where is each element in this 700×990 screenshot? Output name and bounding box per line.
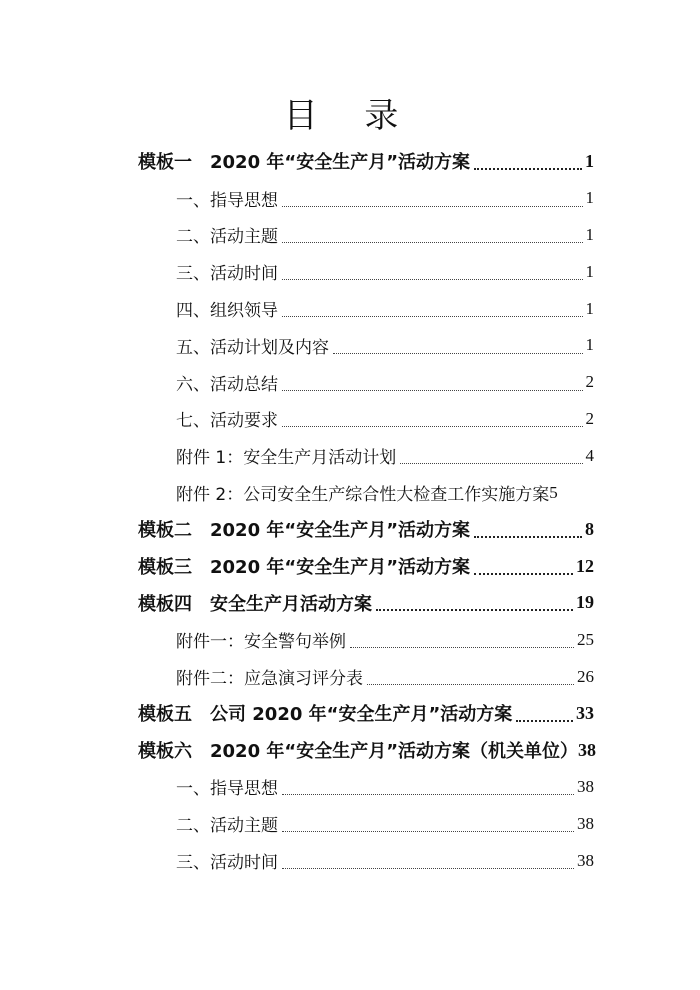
toc-entry-title: 附件二：应急演习评分表 (176, 669, 363, 690)
toc-page-number: 5 (549, 482, 558, 502)
toc-dot-leader (282, 867, 574, 869)
toc-entry-section[interactable] (0, 437, 700, 474)
toc-entry-chapter[interactable] (0, 511, 700, 548)
toc-page-number: 8 (585, 518, 594, 539)
toc-page-number: 38 (577, 813, 594, 833)
toc-page-number: 1 (585, 188, 594, 208)
toc-dot-leader (333, 352, 583, 354)
toc-entry-title: 模板五 公司 2020 年“安全生产月”活动方案 (138, 704, 513, 726)
toc-page-number: 1 (585, 298, 594, 318)
toc-page-number: 2 (585, 372, 594, 392)
toc-page-number: 26 (577, 666, 594, 686)
toc-entry-title: 模板六 2020 年“安全生产月”活动方案（机关单位） (138, 741, 579, 763)
toc-entry-section[interactable] (0, 290, 700, 327)
toc-entry-title: 六、活动总结 (176, 374, 278, 395)
toc-entry-title: 一、指导思想 (176, 190, 278, 211)
toc-entry-section[interactable] (0, 474, 700, 511)
toc-page-number: 4 (585, 445, 594, 465)
toc-page-number: 25 (577, 629, 594, 649)
toc-entry-section[interactable] (0, 253, 700, 290)
toc-entry-section[interactable] (0, 658, 700, 695)
toc-dot-leader (367, 683, 574, 685)
page-title: 目 录 (283, 96, 417, 136)
toc-dot-leader (282, 389, 583, 391)
toc-dot-leader (282, 793, 574, 795)
toc-entry-section[interactable] (0, 217, 700, 254)
toc-page-number: 33 (576, 702, 594, 723)
toc-entry-title: 模板二 2020 年“安全生产月”活动方案 (138, 520, 471, 542)
toc-entry-title: 五、活动计划及内容 (176, 337, 329, 358)
toc-entry-section[interactable] (0, 842, 700, 879)
toc-entry-title: 三、活动时间 (176, 853, 278, 874)
toc-entry-section[interactable] (0, 364, 700, 401)
toc-entry-title: 一、指导思想 (176, 779, 278, 800)
toc-entry-section[interactable] (0, 769, 700, 806)
toc-dot-leader (474, 167, 582, 170)
toc-entry-title: 附件 2：公司安全生产综合性大检查工作实施方案 (176, 485, 550, 506)
toc-entry-section[interactable] (0, 401, 700, 438)
toc-entry-title: 模板一 2020 年“安全生产月”活动方案 (138, 152, 471, 174)
toc-dot-leader (282, 278, 583, 280)
toc-dot-leader (282, 205, 583, 207)
toc-entry-title: 四、组织领导 (176, 301, 278, 322)
toc-dot-leader (282, 241, 583, 243)
toc-dot-leader (516, 719, 573, 722)
toc-entry-chapter[interactable] (0, 585, 700, 622)
toc-page-number: 1 (585, 261, 594, 281)
toc-page-number: 19 (576, 592, 594, 613)
toc-page-number: 1 (585, 150, 594, 171)
toc-entry-title: 二、活动主题 (176, 816, 278, 837)
toc-dot-leader (350, 646, 574, 648)
toc-entry-title: 附件一：安全警句举例 (176, 632, 346, 653)
toc-entry-title: 附件 1：安全生产月活动计划 (176, 448, 397, 469)
toc-dot-leader (376, 608, 573, 611)
toc-entry-chapter[interactable] (0, 695, 700, 732)
toc-entry-section[interactable] (0, 805, 700, 842)
toc-entry-title: 二、活动主题 (176, 227, 278, 248)
toc-page-number: 12 (576, 555, 594, 576)
toc-entry-section[interactable] (0, 621, 700, 658)
toc-entry-section[interactable] (0, 180, 700, 217)
toc-page-number: 38 (578, 739, 597, 760)
toc-entry-chapter[interactable] (0, 548, 700, 585)
toc-entry-title: 三、活动时间 (176, 264, 278, 285)
table-of-contents (0, 143, 700, 879)
toc-entry-title: 模板四 安全生产月活动方案 (138, 593, 372, 615)
toc-page-number: 1 (585, 224, 594, 244)
toc-page-number: 38 (577, 850, 594, 870)
toc-entry-chapter[interactable] (0, 143, 700, 180)
toc-dot-leader (474, 535, 582, 538)
toc-dot-leader (282, 830, 574, 832)
toc-entry-title: 模板三 2020 年“安全生产月”活动方案 (138, 557, 471, 579)
toc-entry-title: 七、活动要求 (176, 411, 278, 432)
toc-dot-leader (474, 572, 573, 575)
toc-entry-chapter[interactable] (0, 732, 700, 769)
toc-dot-leader (282, 425, 583, 427)
toc-page-number: 2 (585, 408, 594, 428)
toc-dot-leader (400, 462, 582, 464)
toc-dot-leader (282, 315, 583, 317)
toc-page-number: 38 (577, 776, 594, 796)
toc-page-number: 1 (585, 335, 594, 355)
toc-entry-section[interactable] (0, 327, 700, 364)
